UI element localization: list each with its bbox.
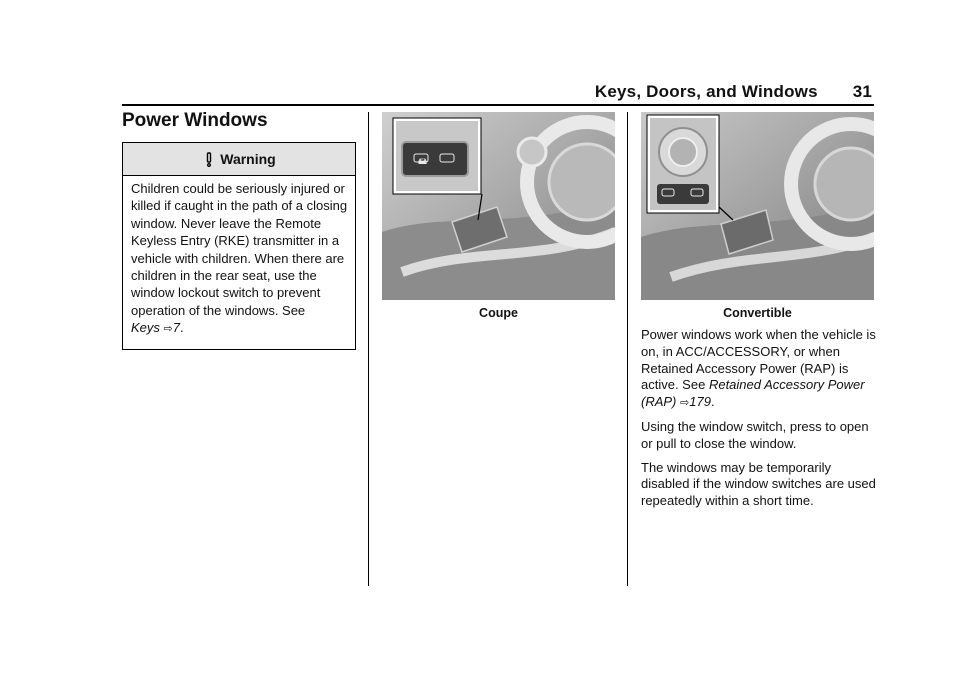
column-divider-left xyxy=(368,112,369,586)
ref-rap-page[interactable]: 179 xyxy=(689,394,711,410)
figure-convertible xyxy=(641,112,874,300)
paragraph-window-switch: Using the window switch, press to open or pull to close the window. xyxy=(641,418,869,451)
body-text xyxy=(641,327,877,517)
warning-label: Warning xyxy=(220,151,276,167)
paragraph-1-end: . xyxy=(710,394,715,410)
paragraph-disabled: The windows may be temporarily disabled if the window switches are used repeatedly within a short time. xyxy=(641,459,876,509)
warning-ref-page[interactable]: 7 xyxy=(172,320,180,336)
figure-caption-coupe: Coupe xyxy=(479,306,518,320)
running-header xyxy=(595,82,872,102)
column-divider-right xyxy=(627,112,628,586)
coupe-switch-illustration xyxy=(382,112,615,300)
figure-coupe xyxy=(382,112,615,300)
warning-ref-keys[interactable]: Keys xyxy=(131,320,160,336)
warning-end: . xyxy=(179,320,184,336)
warning-icon xyxy=(202,152,216,167)
warning-text xyxy=(123,176,355,339)
figure-caption-convertible: Convertible xyxy=(723,306,792,320)
page-number: 31 xyxy=(852,82,872,101)
svg-text:🖴: 🖴 xyxy=(418,157,428,167)
warning-header xyxy=(123,143,355,176)
ref-rap[interactable]: Retained Accessory Power (RAP) xyxy=(641,377,865,410)
convertible-switch-illustration xyxy=(641,112,874,300)
header-rule xyxy=(122,104,874,106)
page-ref-arrow-icon: ⇨ xyxy=(163,323,173,336)
header-section-title: Keys, Doors, and Windows xyxy=(594,82,818,101)
warning-body: Children could be seriously injured or killed if caught in the path of a closing window. Never leave the Remote Keyless Entry (RKE) transmitter in a vehicle with children. When there are children in the rear seat, use the window lockout switch to prevent operation of the windows. See xyxy=(131,181,348,318)
warning-box xyxy=(122,142,356,350)
page-ref-arrow-icon: ⇨ xyxy=(680,397,690,410)
paragraph-1-text: Power windows work when the vehicle is on, in ACC/ACCESSORY, or when Retained Accessory Power (RAP) is active. See xyxy=(641,327,876,393)
section-title: Power Windows xyxy=(122,110,268,131)
paragraph-power-windows xyxy=(641,327,877,412)
